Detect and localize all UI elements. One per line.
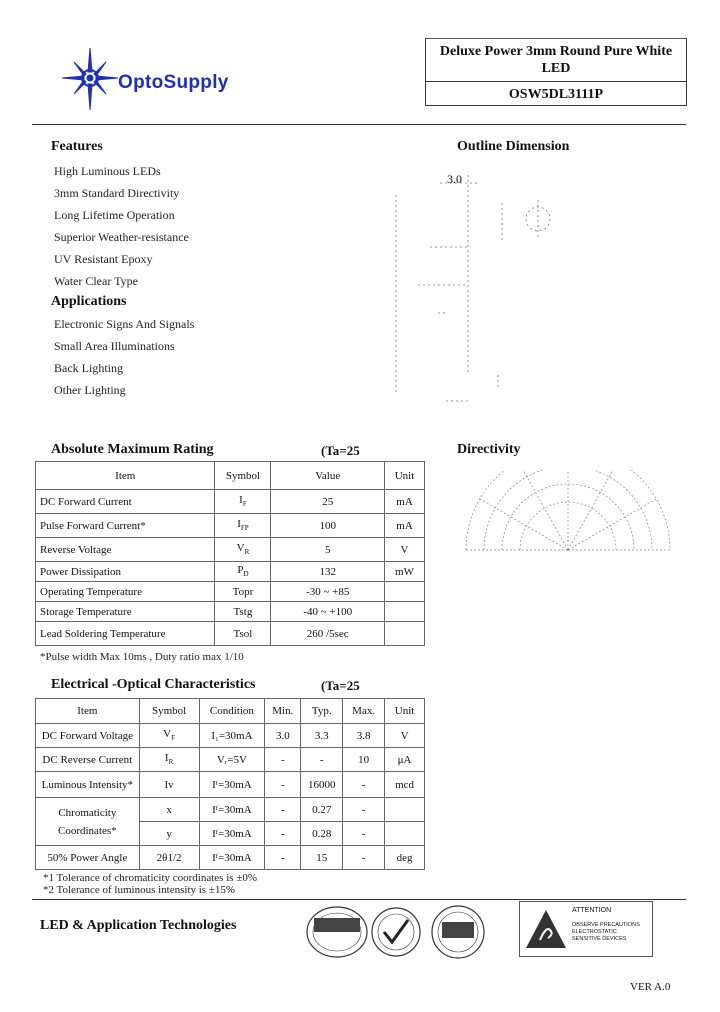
- directivity-heading: Directivity: [457, 442, 521, 457]
- cell-unit: mA: [385, 514, 425, 538]
- cell-item: Luminous Intensity*: [36, 772, 140, 798]
- table-row: [36, 582, 425, 602]
- cell-condition: Iᶠ=30mA: [199, 822, 265, 846]
- cell-typ: 0.27: [301, 798, 343, 822]
- outline-drawing: [390, 165, 570, 410]
- cell-condition: Iᶠ=30mA: [199, 772, 265, 798]
- abs-max-heading: Absolute Maximum Rating: [51, 442, 214, 457]
- cell-max: -: [343, 822, 385, 846]
- table-row: [36, 602, 425, 622]
- table-row: [36, 798, 425, 822]
- header-item: Item: [36, 699, 140, 724]
- esd-attention-box: [519, 901, 653, 957]
- cell-unit: μA: [385, 748, 425, 772]
- cell-typ: -: [301, 748, 343, 772]
- cell-unit: deg: [385, 846, 425, 870]
- table-row: [36, 846, 425, 870]
- eo-note-2: *2 Tolerance of luminous intensity is ±15%: [43, 884, 236, 896]
- abs-max-condition: (Ta=25: [321, 443, 360, 458]
- abs-max-note: *Pulse width Max 10ms , Duty ratio max 1/10: [40, 651, 244, 663]
- cell-value: 132: [271, 562, 385, 582]
- cell-max: 3.8: [343, 724, 385, 748]
- cell-min: -: [265, 772, 301, 798]
- title-separator: [425, 81, 687, 82]
- header-max: Max.: [343, 699, 385, 724]
- cell-min: -: [265, 846, 301, 870]
- feature-item: Superior Weather-resistance: [54, 230, 189, 244]
- cell-unit: mcd: [385, 772, 425, 798]
- cell-symbol: Tsol: [215, 622, 271, 646]
- company-logo-text: OptoSupply: [118, 72, 229, 93]
- header-unit: Unit: [385, 699, 425, 724]
- directivity-diagram: [462, 470, 674, 570]
- cell-unit: V: [385, 724, 425, 748]
- cell-value: -40 ~ +100: [271, 602, 385, 622]
- cell-item: Chromaticity Coordinates*: [36, 798, 140, 846]
- cell-max: -: [343, 772, 385, 798]
- table-row: [36, 562, 425, 582]
- feature-item: High Luminous LEDs: [54, 164, 161, 178]
- eo-condition: (Ta=25: [321, 678, 360, 693]
- cell-symbol: 2θ1/2: [139, 846, 199, 870]
- version-label: VER A.0: [630, 981, 671, 993]
- outline-heading: Outline Dimension: [457, 139, 570, 154]
- header-item: Item: [36, 462, 215, 490]
- cell-value: 260 /5sec: [271, 622, 385, 646]
- applications-heading: Applications: [51, 294, 127, 309]
- cell-item: DC Forward Voltage: [36, 724, 140, 748]
- cell-unit: [385, 582, 425, 602]
- cell-symbol: y: [139, 822, 199, 846]
- dimension-label: 3.0: [447, 172, 462, 186]
- cell-symbol: x: [139, 798, 199, 822]
- application-item: Other Lighting: [54, 383, 126, 397]
- abs-max-table: [35, 461, 425, 646]
- esd-warning-icon: [524, 906, 568, 952]
- cell-item: Reverse Voltage: [36, 538, 215, 562]
- header-condition: Condition: [199, 699, 265, 724]
- application-item: Small Area Illuminations: [54, 339, 175, 353]
- cell-item: Operating Temperature: [36, 582, 215, 602]
- cell-item: 50% Power Angle: [36, 846, 140, 870]
- table-header-row: [36, 462, 425, 490]
- cell-max: 10: [343, 748, 385, 772]
- header-rule: [32, 124, 686, 125]
- header-symbol: Symbol: [215, 462, 271, 490]
- cell-value: -30 ~ +85: [271, 582, 385, 602]
- header-min: Min.: [265, 699, 301, 724]
- table-row: [36, 622, 425, 646]
- cell-unit: V: [385, 538, 425, 562]
- cell-item: Lead Soldering Temperature: [36, 622, 215, 646]
- cell-symbol: $I_{FP}$: [215, 514, 271, 538]
- table-header-row: [36, 699, 425, 724]
- eo-note-1: *1 Tolerance of chromaticity coordinates is ±0%: [43, 872, 257, 884]
- cell-item: Power Dissipation: [36, 562, 215, 582]
- cell-min: 3.0: [265, 724, 301, 748]
- cell-symbol: $I_F$: [215, 490, 271, 514]
- cell-unit: [385, 622, 425, 646]
- cell-symbol: $V_F$: [139, 724, 199, 748]
- feature-item: Long Lifetime Operation: [54, 208, 175, 222]
- table-row: [36, 748, 425, 772]
- cell-typ: 3.3: [301, 724, 343, 748]
- cell-item: DC Forward Current: [36, 490, 215, 514]
- cell-unit: mA: [385, 490, 425, 514]
- cell-symbol: $V_R$: [215, 538, 271, 562]
- cell-value: 5: [271, 538, 385, 562]
- attention-lines: OBSERVE PRECAUTIONS ELECTROSTATIC SENSITIVE DEVICES: [572, 922, 640, 942]
- footer-company-line: LED & Application Technologies: [40, 918, 237, 933]
- cell-unit: mW: [385, 562, 425, 582]
- cell-symbol: Tstg: [215, 602, 271, 622]
- cell-condition: I₁=30mA: [199, 724, 265, 748]
- cell-unit: [385, 602, 425, 622]
- part-number: OSW5DL3111P: [508, 87, 604, 102]
- eo-table: [35, 698, 425, 870]
- cell-condition: Iᶠ=30mA: [199, 846, 265, 870]
- cell-symbol: $I_R$: [139, 748, 199, 772]
- cell-max: -: [343, 798, 385, 822]
- cell-symbol: $P_D$: [215, 562, 271, 582]
- feature-item: 3mm Standard Directivity: [54, 186, 180, 200]
- feature-item: Water Clear Type: [54, 274, 138, 288]
- cell-symbol: Iv: [139, 772, 199, 798]
- cell-value: 100: [271, 514, 385, 538]
- features-heading: Features: [51, 139, 103, 154]
- attention-title: ATTENTION: [572, 907, 612, 914]
- cell-typ: 0.28: [301, 822, 343, 846]
- cell-max: -: [343, 846, 385, 870]
- table-row: [36, 772, 425, 798]
- table-row: [36, 490, 425, 514]
- feature-item: UV Resistant Epoxy: [54, 252, 153, 266]
- header-symbol: Symbol: [139, 699, 199, 724]
- cell-typ: 16000: [301, 772, 343, 798]
- cell-min: -: [265, 798, 301, 822]
- cell-unit: [385, 822, 425, 846]
- cell-item: DC Reverse Current: [36, 748, 140, 772]
- application-item: Electronic Signs And Signals: [54, 317, 195, 331]
- cell-condition: Iᶠ=30mA: [199, 798, 265, 822]
- cell-condition: Vᵣ=5V: [199, 748, 265, 772]
- header-unit: Unit: [385, 462, 425, 490]
- cell-item: Pulse Forward Current*: [36, 514, 215, 538]
- eo-heading: Electrical -Optical Characteristics: [51, 677, 256, 692]
- header-typ: Typ.: [301, 699, 343, 724]
- cell-unit: [385, 798, 425, 822]
- product-title: Deluxe Power 3mm Round Pure White LED: [439, 44, 673, 76]
- cell-symbol: Topr: [215, 582, 271, 602]
- table-row: [36, 538, 425, 562]
- cell-typ: 15: [301, 846, 343, 870]
- table-row: [36, 724, 425, 748]
- table-row: [36, 514, 425, 538]
- cell-min: -: [265, 748, 301, 772]
- application-item: Back Lighting: [54, 361, 123, 375]
- cell-min: -: [265, 822, 301, 846]
- cell-item: Storage Temperature: [36, 602, 215, 622]
- cell-value: 25: [271, 490, 385, 514]
- header-value: Value: [271, 462, 385, 490]
